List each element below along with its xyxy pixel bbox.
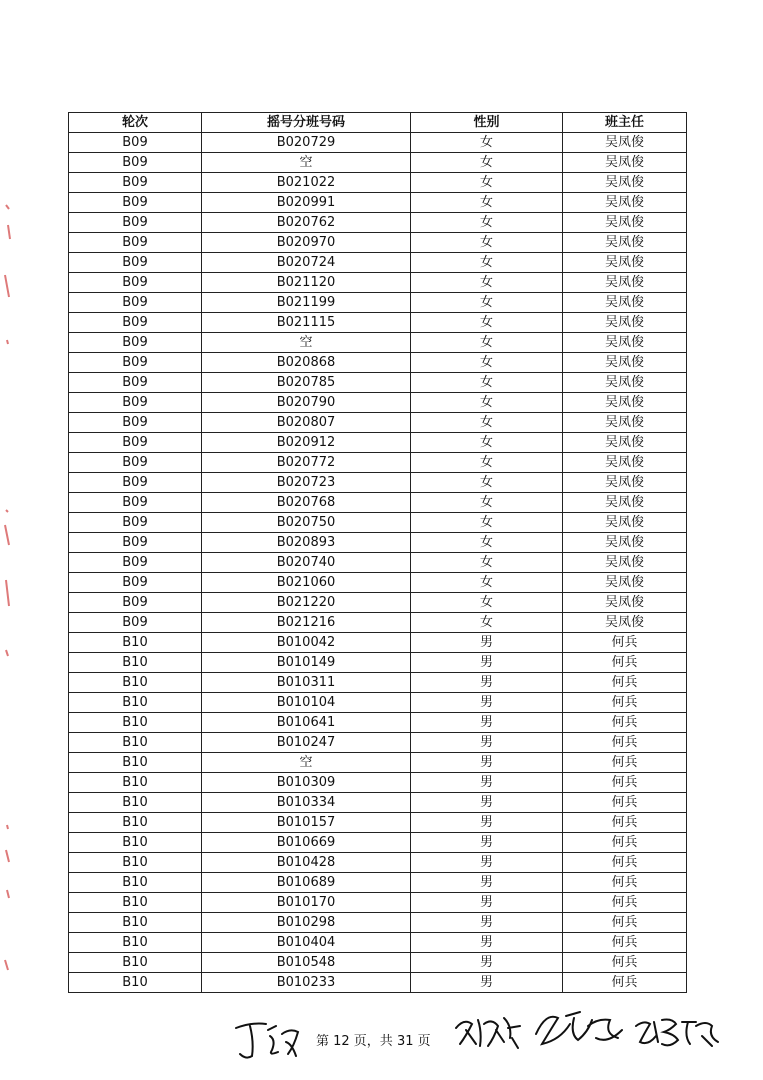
cell-lottery-number: B010334 xyxy=(202,793,411,813)
cell-lottery-number: B020740 xyxy=(202,553,411,573)
cell-round: B09 xyxy=(69,513,202,533)
cell-lottery-number: 空 xyxy=(202,333,411,353)
cell-lottery-number: B021199 xyxy=(202,293,411,313)
cell-head-teacher: 吴凤俊 xyxy=(563,413,687,433)
cell-round: B09 xyxy=(69,413,202,433)
cell-gender: 男 xyxy=(411,753,563,773)
table-row xyxy=(69,653,687,673)
cell-lottery-number: B010641 xyxy=(202,713,411,733)
cell-lottery-number: B020790 xyxy=(202,393,411,413)
table-row xyxy=(69,153,687,173)
cell-lottery-number: B010298 xyxy=(202,913,411,933)
cell-head-teacher: 何兵 xyxy=(563,813,687,833)
cell-gender: 女 xyxy=(411,413,563,433)
cell-round: B09 xyxy=(69,353,202,373)
cell-gender: 女 xyxy=(411,353,563,373)
table-row xyxy=(69,953,687,973)
table-row xyxy=(69,973,687,993)
table-row xyxy=(69,413,687,433)
cell-gender: 女 xyxy=(411,233,563,253)
cell-round: B10 xyxy=(69,873,202,893)
cell-gender: 男 xyxy=(411,913,563,933)
cell-head-teacher: 吴凤俊 xyxy=(563,493,687,513)
cell-round: B09 xyxy=(69,573,202,593)
cell-round: B09 xyxy=(69,393,202,413)
cell-gender: 男 xyxy=(411,773,563,793)
cell-gender: 女 xyxy=(411,193,563,213)
table-row xyxy=(69,913,687,933)
cell-round: B10 xyxy=(69,953,202,973)
table-row xyxy=(69,673,687,693)
cell-lottery-number: B021115 xyxy=(202,313,411,333)
cell-gender: 男 xyxy=(411,633,563,653)
cell-head-teacher: 吴凤俊 xyxy=(563,513,687,533)
table-row xyxy=(69,173,687,193)
cell-head-teacher: 吴凤俊 xyxy=(563,193,687,213)
table-row xyxy=(69,473,687,493)
handwritten-signature-left xyxy=(232,1016,304,1064)
cell-round: B09 xyxy=(69,453,202,473)
cell-gender: 男 xyxy=(411,873,563,893)
cell-gender: 男 xyxy=(411,693,563,713)
cell-round: B09 xyxy=(69,553,202,573)
table-row xyxy=(69,733,687,753)
cell-gender: 男 xyxy=(411,953,563,973)
header-gender: 性别 xyxy=(411,113,563,133)
cell-head-teacher: 吴凤俊 xyxy=(563,533,687,553)
cell-lottery-number: B010689 xyxy=(202,873,411,893)
cell-lottery-number: B010157 xyxy=(202,813,411,833)
cell-gender: 男 xyxy=(411,733,563,753)
cell-head-teacher: 何兵 xyxy=(563,693,687,713)
cell-round: B10 xyxy=(69,733,202,753)
cell-lottery-number: B010104 xyxy=(202,693,411,713)
cell-round: B09 xyxy=(69,213,202,233)
cell-head-teacher: 何兵 xyxy=(563,733,687,753)
cell-round: B09 xyxy=(69,493,202,513)
cell-lottery-number: 空 xyxy=(202,753,411,773)
cell-gender: 女 xyxy=(411,433,563,453)
cell-gender: 男 xyxy=(411,833,563,853)
cell-round: B10 xyxy=(69,773,202,793)
cell-round: B10 xyxy=(69,793,202,813)
cell-round: B10 xyxy=(69,833,202,853)
cell-lottery-number: B021220 xyxy=(202,593,411,613)
cell-gender: 女 xyxy=(411,173,563,193)
cell-round: B09 xyxy=(69,313,202,333)
table-row xyxy=(69,633,687,653)
cell-lottery-number: B021060 xyxy=(202,573,411,593)
cell-head-teacher: 何兵 xyxy=(563,973,687,993)
cell-lottery-number: B020893 xyxy=(202,533,411,553)
handwritten-signature-right-2 xyxy=(530,1004,626,1052)
cell-round: B09 xyxy=(69,333,202,353)
cell-round: B10 xyxy=(69,693,202,713)
cell-round: B09 xyxy=(69,293,202,313)
table-row xyxy=(69,833,687,853)
cell-round: B10 xyxy=(69,933,202,953)
table-header-row xyxy=(69,113,687,133)
cell-lottery-number: B021022 xyxy=(202,173,411,193)
cell-lottery-number: B010309 xyxy=(202,773,411,793)
cell-round: B10 xyxy=(69,853,202,873)
cell-lottery-number: B020772 xyxy=(202,453,411,473)
cell-lottery-number: B020868 xyxy=(202,353,411,373)
handwritten-signature-right-3 xyxy=(632,1012,724,1054)
cell-head-teacher: 吴凤俊 xyxy=(563,233,687,253)
cell-gender: 女 xyxy=(411,513,563,533)
cell-gender: 男 xyxy=(411,793,563,813)
cell-head-teacher: 何兵 xyxy=(563,653,687,673)
table-row xyxy=(69,213,687,233)
cell-head-teacher: 吴凤俊 xyxy=(563,133,687,153)
cell-head-teacher: 吴凤俊 xyxy=(563,453,687,473)
cell-round: B09 xyxy=(69,273,202,293)
cell-head-teacher: 何兵 xyxy=(563,893,687,913)
table-row xyxy=(69,753,687,773)
cell-head-teacher: 吴凤俊 xyxy=(563,333,687,353)
cell-lottery-number: B020912 xyxy=(202,433,411,453)
cell-gender: 男 xyxy=(411,713,563,733)
cell-head-teacher: 何兵 xyxy=(563,753,687,773)
cell-gender: 女 xyxy=(411,573,563,593)
cell-round: B09 xyxy=(69,133,202,153)
table-row xyxy=(69,873,687,893)
cell-head-teacher: 吴凤俊 xyxy=(563,613,687,633)
cell-gender: 女 xyxy=(411,493,563,513)
cell-head-teacher: 吴凤俊 xyxy=(563,273,687,293)
cell-lottery-number: B020723 xyxy=(202,473,411,493)
cell-round: B09 xyxy=(69,253,202,273)
cell-round: B10 xyxy=(69,653,202,673)
cell-gender: 男 xyxy=(411,893,563,913)
cell-head-teacher: 何兵 xyxy=(563,833,687,853)
cell-head-teacher: 何兵 xyxy=(563,773,687,793)
cell-lottery-number: B020750 xyxy=(202,513,411,533)
cell-head-teacher: 吴凤俊 xyxy=(563,153,687,173)
header-lottery-number: 摇号分班号码 xyxy=(202,113,411,133)
table-row xyxy=(69,193,687,213)
table-row xyxy=(69,713,687,733)
cell-gender: 女 xyxy=(411,533,563,553)
cell-round: B09 xyxy=(69,433,202,453)
cell-gender: 男 xyxy=(411,813,563,833)
table-row xyxy=(69,373,687,393)
cell-head-teacher: 吴凤俊 xyxy=(563,573,687,593)
cell-lottery-number: B021216 xyxy=(202,613,411,633)
cell-round: B10 xyxy=(69,813,202,833)
cell-round: B09 xyxy=(69,613,202,633)
page-footer: 第 12 页，共 31 页 xyxy=(316,1034,431,1049)
cell-lottery-number: B010170 xyxy=(202,893,411,913)
table-row xyxy=(69,813,687,833)
cell-round: B10 xyxy=(69,973,202,993)
cell-lottery-number: B020729 xyxy=(202,133,411,153)
cell-gender: 男 xyxy=(411,653,563,673)
cell-gender: 女 xyxy=(411,473,563,493)
cell-head-teacher: 吴凤俊 xyxy=(563,593,687,613)
cell-gender: 女 xyxy=(411,313,563,333)
table-row xyxy=(69,133,687,153)
cell-round: B09 xyxy=(69,153,202,173)
cell-head-teacher: 吴凤俊 xyxy=(563,373,687,393)
cell-head-teacher: 何兵 xyxy=(563,933,687,953)
table-row xyxy=(69,513,687,533)
cell-head-teacher: 何兵 xyxy=(563,713,687,733)
cell-lottery-number: B021120 xyxy=(202,273,411,293)
cell-lottery-number: B020768 xyxy=(202,493,411,513)
cell-gender: 女 xyxy=(411,613,563,633)
cell-round: B09 xyxy=(69,473,202,493)
cell-lottery-number: 空 xyxy=(202,153,411,173)
cell-gender: 男 xyxy=(411,933,563,953)
table-row xyxy=(69,853,687,873)
table-row xyxy=(69,453,687,473)
cell-gender: 女 xyxy=(411,153,563,173)
table-row xyxy=(69,393,687,413)
cell-round: B09 xyxy=(69,533,202,553)
cell-head-teacher: 吴凤俊 xyxy=(563,213,687,233)
cell-lottery-number: B010548 xyxy=(202,953,411,973)
table-row xyxy=(69,613,687,633)
cell-head-teacher: 何兵 xyxy=(563,853,687,873)
table-row xyxy=(69,693,687,713)
table-row xyxy=(69,253,687,273)
cell-lottery-number: B010233 xyxy=(202,973,411,993)
cell-lottery-number: B010149 xyxy=(202,653,411,673)
table-row xyxy=(69,333,687,353)
table-row xyxy=(69,933,687,953)
cell-head-teacher: 吴凤俊 xyxy=(563,353,687,373)
cell-round: B09 xyxy=(69,593,202,613)
cell-gender: 女 xyxy=(411,253,563,273)
cell-head-teacher: 吴凤俊 xyxy=(563,253,687,273)
cell-head-teacher: 何兵 xyxy=(563,673,687,693)
cell-gender: 女 xyxy=(411,553,563,573)
cell-head-teacher: 吴凤俊 xyxy=(563,433,687,453)
table-row xyxy=(69,553,687,573)
cell-gender: 女 xyxy=(411,593,563,613)
cell-gender: 男 xyxy=(411,673,563,693)
cell-round: B10 xyxy=(69,713,202,733)
cell-head-teacher: 何兵 xyxy=(563,873,687,893)
table-row xyxy=(69,893,687,913)
cell-gender: 女 xyxy=(411,293,563,313)
table-row xyxy=(69,313,687,333)
table-row xyxy=(69,273,687,293)
cell-lottery-number: B010247 xyxy=(202,733,411,753)
cell-lottery-number: B020807 xyxy=(202,413,411,433)
cell-gender: 女 xyxy=(411,393,563,413)
cell-gender: 女 xyxy=(411,333,563,353)
cell-gender: 女 xyxy=(411,373,563,393)
cell-head-teacher: 吴凤俊 xyxy=(563,313,687,333)
cell-head-teacher: 何兵 xyxy=(563,793,687,813)
cell-lottery-number: B010404 xyxy=(202,933,411,953)
cell-lottery-number: B010311 xyxy=(202,673,411,693)
table-row xyxy=(69,773,687,793)
cell-lottery-number: B010428 xyxy=(202,853,411,873)
cell-round: B10 xyxy=(69,633,202,653)
table-row xyxy=(69,593,687,613)
seal-fragment-marks xyxy=(0,180,14,980)
table-row xyxy=(69,493,687,513)
cell-round: B10 xyxy=(69,673,202,693)
cell-round: B09 xyxy=(69,193,202,213)
cell-gender: 男 xyxy=(411,853,563,873)
cell-gender: 女 xyxy=(411,133,563,153)
table-body xyxy=(69,133,687,993)
cell-gender: 女 xyxy=(411,213,563,233)
cell-head-teacher: 吴凤俊 xyxy=(563,473,687,493)
table-row xyxy=(69,293,687,313)
cell-round: B09 xyxy=(69,373,202,393)
cell-head-teacher: 何兵 xyxy=(563,953,687,973)
cell-head-teacher: 何兵 xyxy=(563,633,687,653)
table-row xyxy=(69,433,687,453)
table-row xyxy=(69,353,687,373)
cell-lottery-number: B010669 xyxy=(202,833,411,853)
cell-lottery-number: B010042 xyxy=(202,633,411,653)
cell-head-teacher: 吴凤俊 xyxy=(563,553,687,573)
cell-lottery-number: B020991 xyxy=(202,193,411,213)
header-head-teacher: 班主任 xyxy=(563,113,687,133)
cell-lottery-number: B020785 xyxy=(202,373,411,393)
table-row xyxy=(69,533,687,553)
table-row xyxy=(69,573,687,593)
cell-head-teacher: 吴凤俊 xyxy=(563,173,687,193)
cell-head-teacher: 吴凤俊 xyxy=(563,293,687,313)
table-row xyxy=(69,793,687,813)
cell-lottery-number: B020762 xyxy=(202,213,411,233)
cell-gender: 女 xyxy=(411,453,563,473)
cell-round: B09 xyxy=(69,233,202,253)
cell-gender: 男 xyxy=(411,973,563,993)
cell-round: B09 xyxy=(69,173,202,193)
cell-round: B10 xyxy=(69,893,202,913)
cell-head-teacher: 何兵 xyxy=(563,913,687,933)
cell-round: B10 xyxy=(69,753,202,773)
roster-table xyxy=(68,112,687,993)
cell-lottery-number: B020724 xyxy=(202,253,411,273)
cell-gender: 女 xyxy=(411,273,563,293)
table-row xyxy=(69,233,687,253)
cell-head-teacher: 吴凤俊 xyxy=(563,393,687,413)
cell-lottery-number: B020970 xyxy=(202,233,411,253)
handwritten-signature-right-1 xyxy=(452,1008,524,1054)
header-round: 轮次 xyxy=(69,113,202,133)
cell-round: B10 xyxy=(69,913,202,933)
